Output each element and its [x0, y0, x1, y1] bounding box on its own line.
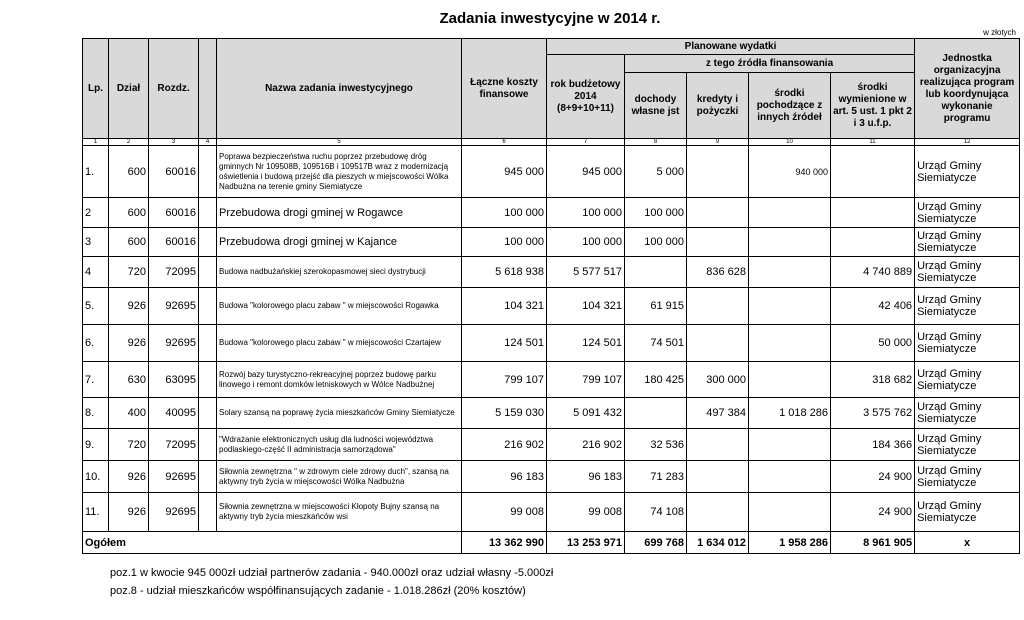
row-laczne: 100 000	[462, 228, 547, 257]
header-jednostka: Jednostka organizacyjna realizująca program lub koordynująca wykonanie programu	[915, 39, 1020, 139]
row-lp: 7.	[83, 362, 109, 398]
investment-table	[82, 38, 1020, 554]
row-nazwa: Solary szansą na poprawę życia mieszkańców Gminy Siemiatycze	[217, 398, 462, 429]
table-row	[83, 198, 1020, 228]
table-row	[83, 493, 1020, 532]
row-srodki-inne	[749, 362, 831, 398]
row-dzial: 630	[109, 362, 149, 398]
row-dochody: 74 108	[625, 493, 687, 532]
row-rok: 5 577 517	[547, 257, 625, 288]
row-nazwa: Siłownia zewnętrzna w miejscowości Kłopoty Bujny szansą na aktywny tryb życia mieszkańców wsi	[217, 493, 462, 532]
row-rok: 5 091 432	[547, 398, 625, 429]
header-laczne: Łączne koszty finansowe	[462, 39, 547, 139]
row-blank	[199, 362, 217, 398]
header-dochody: dochody własne jst	[625, 73, 687, 139]
row-lp: 3	[83, 228, 109, 257]
row-laczne: 5 159 030	[462, 398, 547, 429]
row-srodki-art	[831, 146, 915, 198]
row-srodki-art: 184 366	[831, 429, 915, 461]
row-kredyty	[687, 146, 749, 198]
total-srodki-art: 8 961 905	[831, 532, 915, 554]
col-number: 10	[749, 139, 831, 146]
header-zrodla: z tego źródła finansowania	[625, 55, 915, 73]
header-rozdz: Rozdz.	[149, 39, 199, 139]
row-rozdz: 60016	[149, 198, 199, 228]
row-srodki-inne	[749, 429, 831, 461]
table-row	[83, 362, 1020, 398]
row-srodki-inne	[749, 325, 831, 362]
row-laczne: 945 000	[462, 146, 547, 198]
row-dochody	[625, 257, 687, 288]
row-dochody: 74 501	[625, 325, 687, 362]
row-blank	[199, 461, 217, 493]
row-srodki-art: 24 900	[831, 461, 915, 493]
row-dochody: 100 000	[625, 198, 687, 228]
row-lp: 5.	[83, 288, 109, 325]
row-srodki-inne	[749, 288, 831, 325]
header-nazwa: Nazwa zadania inwestycyjnego	[217, 39, 462, 139]
row-dochody: 100 000	[625, 228, 687, 257]
row-blank	[199, 429, 217, 461]
row-dzial: 600	[109, 146, 149, 198]
row-rozdz: 60016	[149, 228, 199, 257]
row-jednostka: Urząd Gminy Siemiatycze	[915, 429, 1020, 461]
row-rok: 100 000	[547, 198, 625, 228]
row-rozdz: 92695	[149, 325, 199, 362]
total-row	[83, 532, 1020, 554]
row-nazwa: "Wdrażanie elektronicznych usług dla ludności województwa podlaskiego-część II administracja samorządowa"	[217, 429, 462, 461]
row-dochody	[625, 398, 687, 429]
page-title: Zadania inwestycyjne w 2014 r.	[439, 10, 661, 27]
row-lp: 1.	[83, 146, 109, 198]
row-nazwa: Przebudowa drogi gminej w Kajance	[217, 228, 462, 257]
row-rozdz: 63095	[149, 362, 199, 398]
row-rozdz: 92695	[149, 493, 199, 532]
row-blank	[199, 325, 217, 362]
col-number: 5	[217, 139, 462, 146]
row-dzial: 720	[109, 429, 149, 461]
row-blank	[199, 257, 217, 288]
row-srodki-art: 318 682	[831, 362, 915, 398]
col-number: 2	[109, 139, 149, 146]
footnote: poz.1 w kwocie 945 000zł udział partnerów zadania - 940.000zł oraz udział własny -5.000zł	[110, 567, 554, 579]
row-rozdz: 92695	[149, 461, 199, 493]
header-kredyty: kredyty i pożyczki	[687, 73, 749, 139]
row-rozdz: 72095	[149, 257, 199, 288]
row-rok: 124 501	[547, 325, 625, 362]
row-lp: 2	[83, 198, 109, 228]
row-nazwa: Poprawa bezpieczeństwa ruchu poprzez przebudowę dróg gminnych Nr 109508B, 109516B i 109517B wraz z modernizacją oświetlenia i budową przejść dla pieszych w miejscowości Wólka Nadbużna na terenie gminy Siemiatycze	[217, 146, 462, 198]
row-jednostka: Urząd Gminy Siemiatycze	[915, 146, 1020, 198]
row-nazwa: Rozwój bazy turystyczno-rekreacyjnej poprzez budowę parku linowego i remont domków letniskowych w Wólce Nadbużnej	[217, 362, 462, 398]
row-srodki-inne	[749, 198, 831, 228]
row-laczne: 99 008	[462, 493, 547, 532]
header-planowane: Planowane wydatki	[547, 39, 915, 55]
row-jednostka: Urząd Gminy Siemiatycze	[915, 257, 1020, 288]
row-dzial: 600	[109, 198, 149, 228]
row-kredyty: 497 384	[687, 398, 749, 429]
row-kredyty	[687, 325, 749, 362]
row-dochody: 71 283	[625, 461, 687, 493]
row-dochody: 61 915	[625, 288, 687, 325]
row-nazwa: Budowa "kolorowego placu zabaw " w miejscowości Rogawka	[217, 288, 462, 325]
row-blank	[199, 198, 217, 228]
row-jednostka: Urząd Gminy Siemiatycze	[915, 325, 1020, 362]
table-row	[83, 325, 1020, 362]
row-srodki-inne: 1 018 286	[749, 398, 831, 429]
row-rok: 104 321	[547, 288, 625, 325]
row-rozdz: 60016	[149, 146, 199, 198]
footnotes	[110, 564, 553, 600]
row-srodki-inne	[749, 461, 831, 493]
row-laczne: 5 618 938	[462, 257, 547, 288]
row-kredyty	[687, 429, 749, 461]
row-rok: 799 107	[547, 362, 625, 398]
row-jednostka: Urząd Gminy Siemiatycze	[915, 398, 1020, 429]
row-rok: 99 008	[547, 493, 625, 532]
footnote: poz.8 - udział mieszkańców współfinansujących zadanie - 1.018.286zł (20% kosztów)	[110, 585, 526, 597]
row-dzial: 720	[109, 257, 149, 288]
row-srodki-inne	[749, 257, 831, 288]
row-laczne: 96 183	[462, 461, 547, 493]
col-number: 1	[83, 139, 109, 146]
table-body	[83, 146, 1020, 532]
col-number: 12	[915, 139, 1020, 146]
row-blank	[199, 398, 217, 429]
row-kredyty	[687, 288, 749, 325]
table-row	[83, 228, 1020, 257]
header-lp: Lp.	[83, 39, 109, 139]
row-rozdz: 92695	[149, 288, 199, 325]
row-nazwa: Przebudowa drogi gminej w Rogawce	[217, 198, 462, 228]
row-laczne: 104 321	[462, 288, 547, 325]
column-numbers-row	[83, 139, 1020, 146]
row-laczne: 124 501	[462, 325, 547, 362]
row-srodki-art: 4 740 889	[831, 257, 915, 288]
row-rozdz: 72095	[149, 429, 199, 461]
row-srodki-art: 42 406	[831, 288, 915, 325]
row-dzial: 926	[109, 325, 149, 362]
table-row	[83, 146, 1020, 198]
row-jednostka: Urząd Gminy Siemiatycze	[915, 288, 1020, 325]
col-number: 3	[149, 139, 199, 146]
row-jednostka: Urząd Gminy Siemiatycze	[915, 461, 1020, 493]
row-lp: 9.	[83, 429, 109, 461]
col-number: 11	[831, 139, 915, 146]
header-srodki-art: środki wymienione w art. 5 ust. 1 pkt 2 i 3 u.f.p.	[831, 73, 915, 139]
col-number: 8	[625, 139, 687, 146]
row-rok: 945 000	[547, 146, 625, 198]
row-lp: 8.	[83, 398, 109, 429]
table-row	[83, 398, 1020, 429]
total-srodki-inne: 1 958 286	[749, 532, 831, 554]
header-blank	[199, 39, 217, 139]
total-jednostka: x	[915, 532, 1020, 554]
row-dochody: 180 425	[625, 362, 687, 398]
row-nazwa: Budowa "kolorowego placu zabaw " w miejscowości Czartajew	[217, 325, 462, 362]
row-lp: 4	[83, 257, 109, 288]
row-srodki-inne	[749, 493, 831, 532]
row-lp: 10.	[83, 461, 109, 493]
row-nazwa: Siłownia zewnętrzna " w zdrowym ciele zdrowy duch", szansą na aktywny tryb życia w miejscowości Wólka Nadbużna	[217, 461, 462, 493]
col-number: 6	[462, 139, 547, 146]
table-row	[83, 288, 1020, 325]
row-jednostka: Urząd Gminy Siemiatycze	[915, 228, 1020, 257]
row-laczne: 799 107	[462, 362, 547, 398]
total-laczne: 13 362 990	[462, 532, 547, 554]
row-blank	[199, 228, 217, 257]
row-rok: 100 000	[547, 228, 625, 257]
col-number: 9	[687, 139, 749, 146]
row-dochody: 32 536	[625, 429, 687, 461]
row-dzial: 400	[109, 398, 149, 429]
total-rok: 13 253 971	[547, 532, 625, 554]
unit-note: w złotych	[983, 28, 1016, 37]
total-kredyty: 1 634 012	[687, 532, 749, 554]
row-rok: 216 902	[547, 429, 625, 461]
row-dzial: 926	[109, 493, 149, 532]
row-laczne: 100 000	[462, 198, 547, 228]
row-dzial: 926	[109, 461, 149, 493]
row-dzial: 926	[109, 288, 149, 325]
row-srodki-inne: 940 000	[749, 146, 831, 198]
row-jednostka: Urząd Gminy Siemiatycze	[915, 493, 1020, 532]
col-number: 4	[199, 139, 217, 146]
total-dochody: 699 768	[625, 532, 687, 554]
row-jednostka: Urząd Gminy Siemiatycze	[915, 362, 1020, 398]
col-number: 7	[547, 139, 625, 146]
row-lp: 6.	[83, 325, 109, 362]
row-kredyty	[687, 198, 749, 228]
row-kredyty	[687, 228, 749, 257]
row-rok: 96 183	[547, 461, 625, 493]
row-srodki-art: 3 575 762	[831, 398, 915, 429]
row-dzial: 600	[109, 228, 149, 257]
row-srodki-art: 24 900	[831, 493, 915, 532]
row-blank	[199, 288, 217, 325]
row-kredyty: 836 628	[687, 257, 749, 288]
row-nazwa: Budowa nadbużańskiej szerokopasmowej sieci dystrybucji	[217, 257, 462, 288]
row-srodki-art: 50 000	[831, 325, 915, 362]
row-laczne: 216 902	[462, 429, 547, 461]
row-kredyty	[687, 461, 749, 493]
row-lp: 11.	[83, 493, 109, 532]
table-row	[83, 257, 1020, 288]
table-row	[83, 429, 1020, 461]
header-rok: rok budżetowy 2014 (8+9+10+11)	[547, 55, 625, 139]
row-srodki-art	[831, 228, 915, 257]
row-kredyty	[687, 493, 749, 532]
row-dochody: 5 000	[625, 146, 687, 198]
table-row	[83, 461, 1020, 493]
row-blank	[199, 493, 217, 532]
row-srodki-art	[831, 198, 915, 228]
row-rozdz: 40095	[149, 398, 199, 429]
row-kredyty: 300 000	[687, 362, 749, 398]
header-dzial: Dział	[109, 39, 149, 139]
total-label: Ogółem	[83, 532, 462, 554]
row-srodki-inne	[749, 228, 831, 257]
row-jednostka: Urząd Gminy Siemiatycze	[915, 198, 1020, 228]
header-srodki-inne: środki pochodzące z innych źródeł	[749, 73, 831, 139]
row-blank	[199, 146, 217, 198]
